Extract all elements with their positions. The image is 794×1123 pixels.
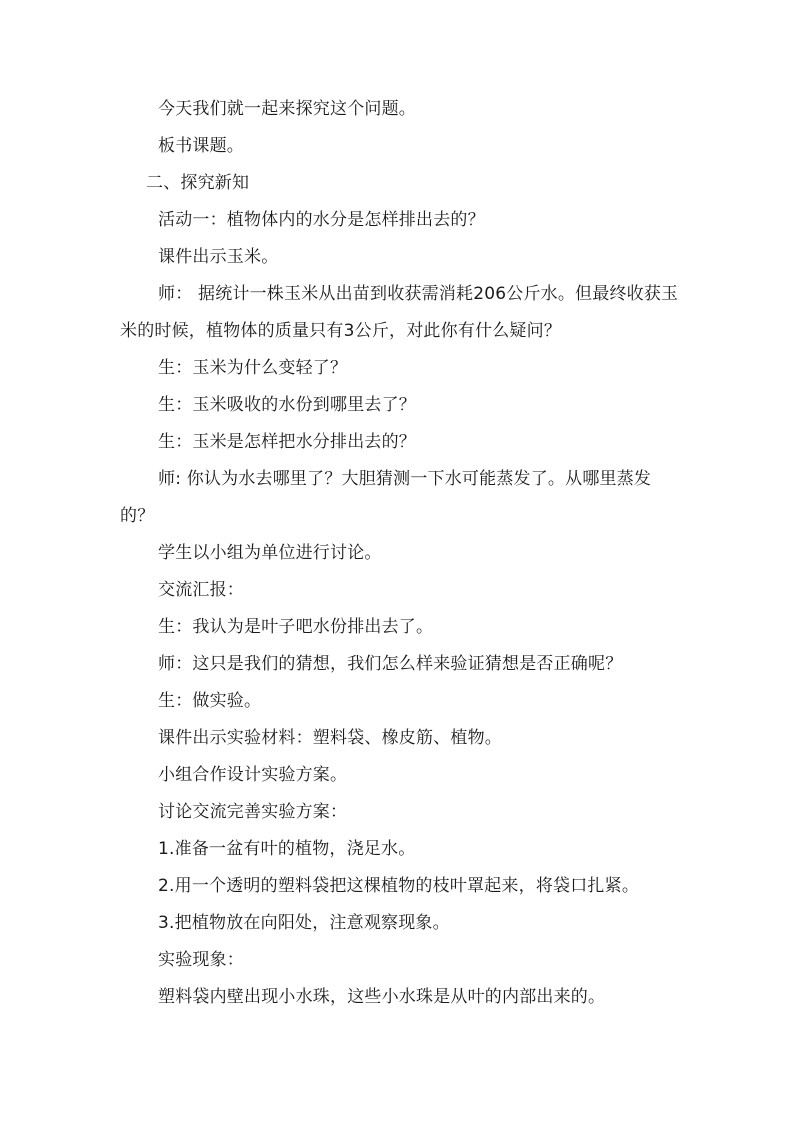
paragraph: 小组合作设计实验方案。 bbox=[158, 765, 348, 785]
paragraph: 生：做实验。 bbox=[158, 691, 262, 711]
paragraph: 实验现象： bbox=[158, 950, 244, 970]
list-item: 1.准备一盆有叶的植物，浇足水。 bbox=[158, 839, 416, 859]
activity-heading: 活动一：植物体内的水分是怎样排出去的？ bbox=[158, 210, 485, 230]
paragraph: 今天我们就一起来探究这个问题。 bbox=[158, 99, 416, 119]
paragraph: 师: 你认为水去哪里了？大胆猜测一下水可能蒸发了。从哪里蒸发的？ bbox=[120, 469, 652, 526]
paragraph: 交流汇报： bbox=[158, 580, 244, 600]
section-heading: 二、探究新知 bbox=[146, 173, 250, 193]
paragraph: 学生以小组为单位进行讨论。 bbox=[158, 543, 382, 563]
paragraph: 生：我认为是叶子吧水份排出去了。 bbox=[158, 617, 434, 637]
document-body bbox=[120, 91, 680, 1016]
paragraph: 塑料袋内壁出现小水珠，这些小水珠是从叶的内部出来的。 bbox=[158, 987, 606, 1007]
paragraph: 生：玉米吸收的水份到哪里去了？ bbox=[158, 395, 416, 415]
list-item: 3.把植物放在向阳处，注意观察现象。 bbox=[158, 913, 450, 933]
paragraph: 板书课题。 bbox=[158, 136, 244, 156]
list-item: 2.用一个透明的塑料袋把这棵植物的枝叶罩起来，将袋口扎紧。 bbox=[158, 876, 640, 896]
paragraph: 课件出示实验材料：塑料袋、橡皮筋、植物。 bbox=[158, 728, 502, 748]
paragraph: 生：玉米是怎样把水分排出去的？ bbox=[158, 432, 416, 452]
paragraph: 师： 据统计一株玉米从出苗到收获需消耗206公斤水。但最终收获玉米的时候，植物体的质量只有3公斤，对此你有什么疑问？ bbox=[120, 284, 679, 341]
paragraph: 师：这只是我们的猜想，我们怎么样来验证猜想是否正确呢？ bbox=[158, 654, 623, 674]
paragraph: 生：玉米为什么变轻了？ bbox=[158, 358, 348, 378]
paragraph: 课件出示玉米。 bbox=[158, 247, 279, 267]
paragraph: 讨论交流完善实验方案： bbox=[158, 802, 348, 822]
